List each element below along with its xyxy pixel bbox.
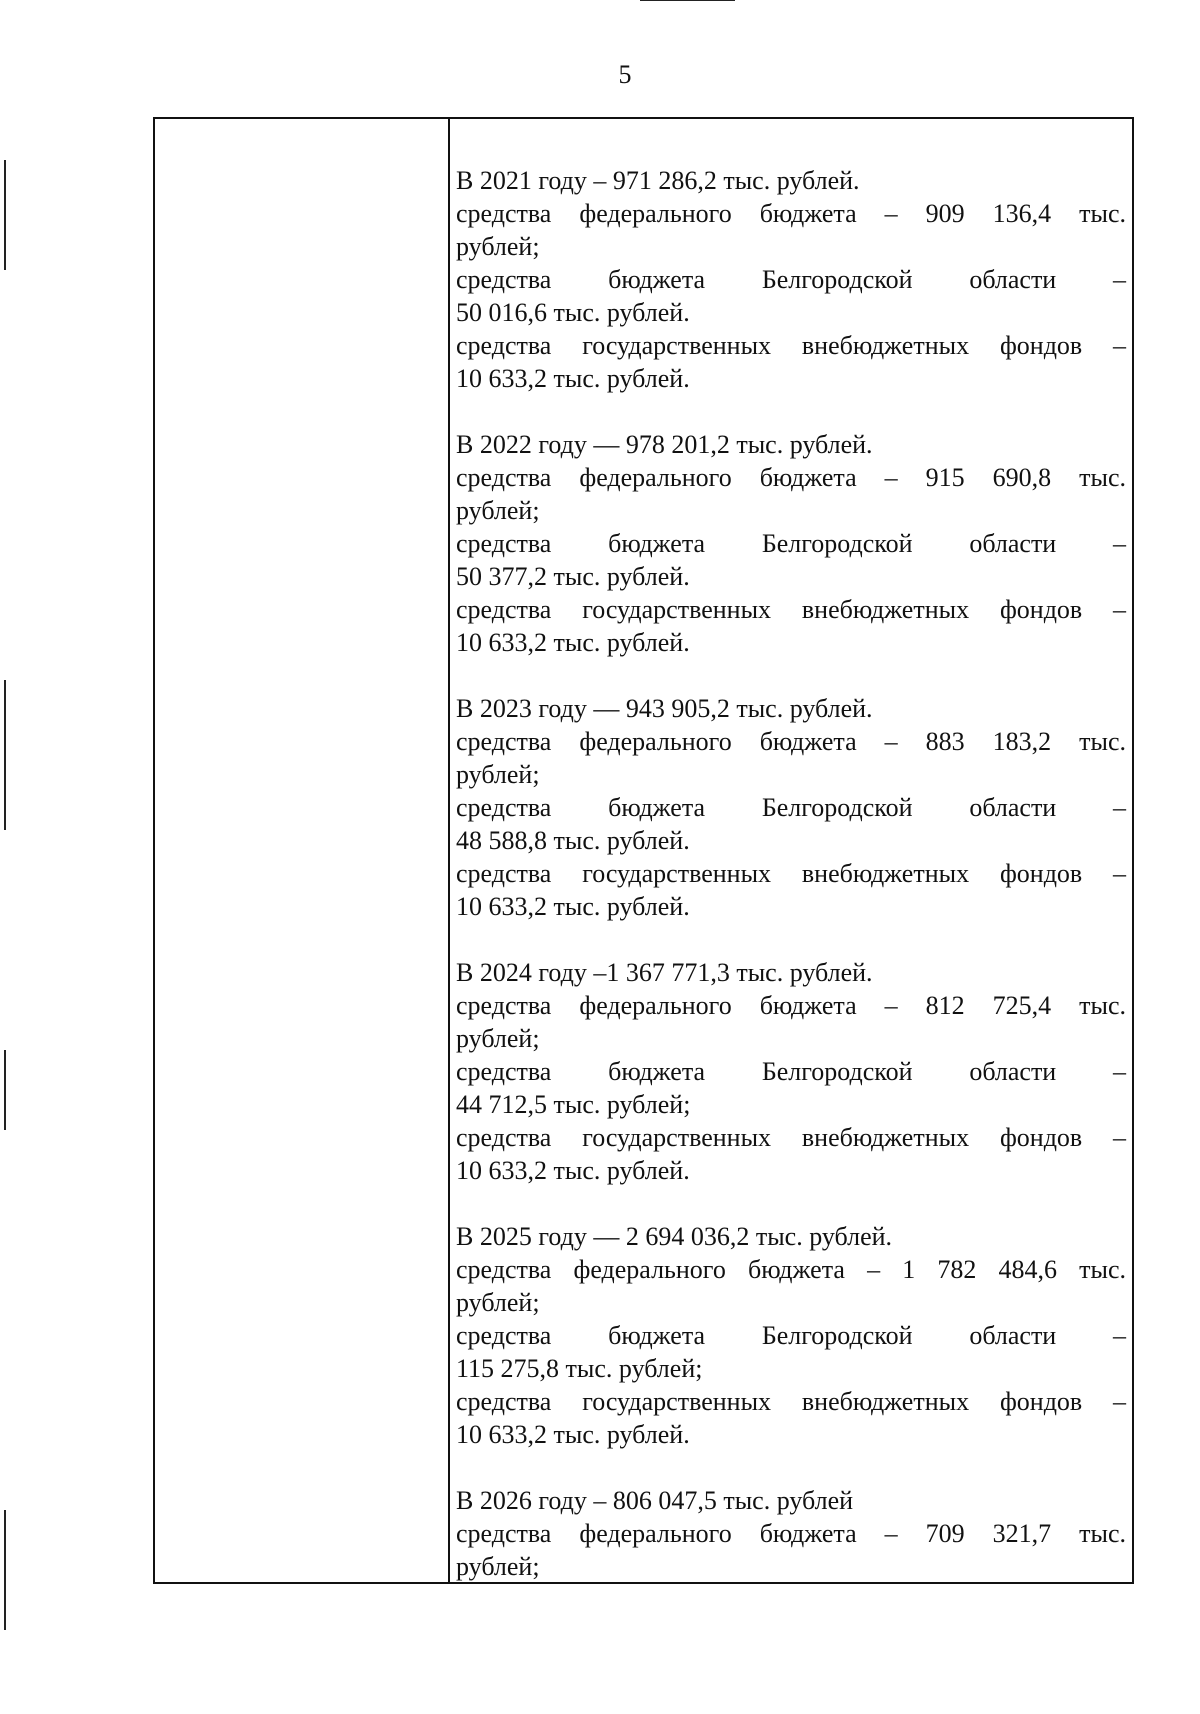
word: Белгородской — [761, 1057, 913, 1086]
word: внебюджетных — [801, 1387, 970, 1416]
word: – — [1113, 1387, 1127, 1416]
extrabudgetary-funds-line — [456, 1121, 1126, 1154]
funding-year-block — [456, 164, 1126, 395]
word: тыс. — [1079, 991, 1127, 1020]
word: – — [1113, 529, 1126, 558]
word: средства — [456, 859, 552, 888]
extrabudgetary-funds-line-cont: 10 633,2 тыс. рублей. — [456, 1156, 690, 1185]
word: средства — [456, 265, 552, 294]
word: фондов — [999, 1387, 1083, 1416]
word: – — [1113, 1321, 1126, 1350]
word: 883 183,2 — [925, 727, 1052, 756]
word: фондов — [999, 859, 1083, 888]
word: – — [1113, 1123, 1127, 1152]
word: средства — [456, 1255, 552, 1284]
extrabudgetary-funds-line — [456, 1385, 1126, 1418]
funding-year-block — [456, 956, 1126, 1187]
extrabudgetary-funds-line — [456, 593, 1126, 626]
federal-budget-line-cont: рублей; — [456, 496, 540, 525]
extrabudgetary-funds-line — [456, 857, 1126, 890]
year-total-line: В 2022 году — 978 201,2 тыс. рублей. — [456, 430, 873, 459]
word: тыс. — [1079, 1255, 1126, 1284]
funding-year-block — [456, 1484, 1126, 1583]
year-total-line: В 2026 году – 806 047,5 тыс. рублей — [456, 1486, 854, 1515]
word: – — [867, 1255, 881, 1284]
word: 812 725,4 — [925, 991, 1052, 1020]
funding-year-block — [456, 692, 1126, 923]
word: бюджета — [759, 1519, 857, 1548]
scan-artifact — [4, 1050, 6, 1130]
extrabudgetary-funds-line-cont: 10 633,2 тыс. рублей. — [456, 364, 690, 393]
word: – — [1113, 331, 1127, 360]
word: – — [884, 199, 898, 228]
word: внебюджетных — [801, 1123, 970, 1152]
federal-budget-line-cont: рублей; — [456, 1024, 540, 1053]
federal-budget-line — [456, 1253, 1126, 1286]
word: федерального — [573, 1255, 726, 1284]
word: Белгородской — [761, 1321, 913, 1350]
federal-budget-line-cont: рублей; — [456, 760, 540, 789]
word: – — [884, 463, 898, 492]
regional-budget-line — [456, 527, 1126, 560]
word: средства — [456, 199, 552, 228]
year-total-line: В 2021 году – 971 286,2 тыс. рублей. — [456, 166, 860, 195]
word: фондов — [999, 331, 1083, 360]
word: средства — [456, 793, 552, 822]
word: государственных — [582, 1387, 772, 1416]
federal-budget-line — [456, 461, 1126, 494]
scan-artifact — [4, 160, 6, 270]
word: бюджета — [759, 199, 857, 228]
scan-artifact — [640, 0, 735, 1]
word: 709 321,7 — [925, 1519, 1052, 1548]
word: – — [1113, 595, 1127, 624]
word: федерального — [579, 463, 732, 492]
word: – — [884, 727, 898, 756]
word: средства — [456, 1057, 552, 1086]
regional-budget-line-cont: 48 588,8 тыс. рублей. — [456, 826, 690, 855]
federal-budget-line — [456, 989, 1126, 1022]
word: средства — [456, 1519, 552, 1548]
funding-year-block — [456, 1220, 1126, 1451]
word: средства — [456, 1123, 552, 1152]
regional-budget-line — [456, 791, 1126, 824]
word: внебюджетных — [801, 859, 970, 888]
word: средства — [456, 331, 552, 360]
regional-budget-line-cont: 50 016,6 тыс. рублей. — [456, 298, 690, 327]
word: государственных — [582, 331, 772, 360]
word: – — [1113, 859, 1127, 888]
page-number: 5 — [618, 60, 632, 89]
word: бюджета — [608, 793, 706, 822]
word: государственных — [582, 1123, 772, 1152]
word: средства — [456, 1387, 552, 1416]
word: 909 136,4 — [925, 199, 1052, 228]
federal-budget-line — [456, 197, 1126, 230]
word: бюджета — [608, 1057, 706, 1086]
word: – — [884, 991, 898, 1020]
federal-budget-line — [456, 725, 1126, 758]
word: средства — [456, 1321, 552, 1350]
regional-budget-line — [456, 1055, 1126, 1088]
funding-year-block — [456, 428, 1126, 659]
funding-table — [153, 117, 1134, 1584]
word: государственных — [582, 859, 772, 888]
word: бюджета — [608, 529, 706, 558]
word: – — [1113, 1057, 1126, 1086]
word: области — [969, 529, 1057, 558]
word: средства — [456, 595, 552, 624]
word: Белгородской — [761, 529, 913, 558]
word: 915 690,8 — [925, 463, 1052, 492]
year-total-line: В 2024 году –1 367 771,3 тыс. рублей. — [456, 958, 873, 987]
word: бюджета — [608, 1321, 706, 1350]
word: области — [969, 265, 1057, 294]
word: бюджета — [608, 265, 706, 294]
word: – — [1113, 265, 1126, 294]
word: средства — [456, 991, 552, 1020]
regional-budget-line — [456, 1319, 1126, 1352]
extrabudgetary-funds-line-cont: 10 633,2 тыс. рублей. — [456, 1420, 690, 1449]
word: внебюджетных — [801, 331, 970, 360]
word: – — [884, 1519, 898, 1548]
word: 1 782 484,6 — [902, 1255, 1057, 1284]
word: средства — [456, 529, 552, 558]
regional-budget-line — [456, 263, 1126, 296]
scan-artifact — [4, 680, 6, 830]
word: фондов — [999, 1123, 1083, 1152]
word: фондов — [999, 595, 1083, 624]
extrabudgetary-funds-line-cont: 10 633,2 тыс. рублей. — [456, 892, 690, 921]
word: Белгородской — [761, 793, 913, 822]
scan-artifact — [4, 1510, 6, 1630]
word: бюджета — [759, 991, 857, 1020]
word: – — [1113, 793, 1126, 822]
word: федерального — [579, 991, 732, 1020]
federal-budget-line-cont: рублей; — [456, 232, 540, 261]
word: тыс. — [1079, 1519, 1127, 1548]
word: бюджета — [759, 727, 857, 756]
word: Белгородской — [761, 265, 913, 294]
word: тыс. — [1079, 463, 1127, 492]
word: внебюджетных — [801, 595, 970, 624]
extrabudgetary-funds-line — [456, 329, 1126, 362]
word: федерального — [579, 1519, 732, 1548]
regional-budget-line-cont: 44 712,5 тыс. рублей; — [456, 1090, 691, 1119]
extrabudgetary-funds-line-cont: 10 633,2 тыс. рублей. — [456, 628, 690, 657]
regional-budget-line-cont: 50 377,2 тыс. рублей. — [456, 562, 690, 591]
word: области — [969, 1321, 1057, 1350]
regional-budget-line-cont: 115 275,8 тыс. рублей; — [456, 1354, 703, 1383]
word: области — [969, 1057, 1057, 1086]
year-total-line: В 2025 году — 2 694 036,2 тыс. рублей. — [456, 1222, 893, 1251]
word: средства — [456, 727, 552, 756]
word: государственных — [582, 595, 772, 624]
federal-budget-line — [456, 1517, 1126, 1550]
word: средства — [456, 463, 552, 492]
word: области — [969, 793, 1057, 822]
word: федерального — [579, 199, 732, 228]
table-left-column — [155, 119, 450, 1582]
word: бюджета — [759, 463, 857, 492]
year-total-line: В 2023 году — 943 905,2 тыс. рублей. — [456, 694, 873, 723]
word: федерального — [579, 727, 732, 756]
federal-budget-line-cont: рублей; — [456, 1552, 540, 1581]
word: тыс. — [1079, 727, 1127, 756]
word: тыс. — [1079, 199, 1127, 228]
federal-budget-line-cont: рублей; — [456, 1288, 540, 1317]
word: бюджета — [747, 1255, 845, 1284]
table-right-column — [450, 119, 1132, 1582]
